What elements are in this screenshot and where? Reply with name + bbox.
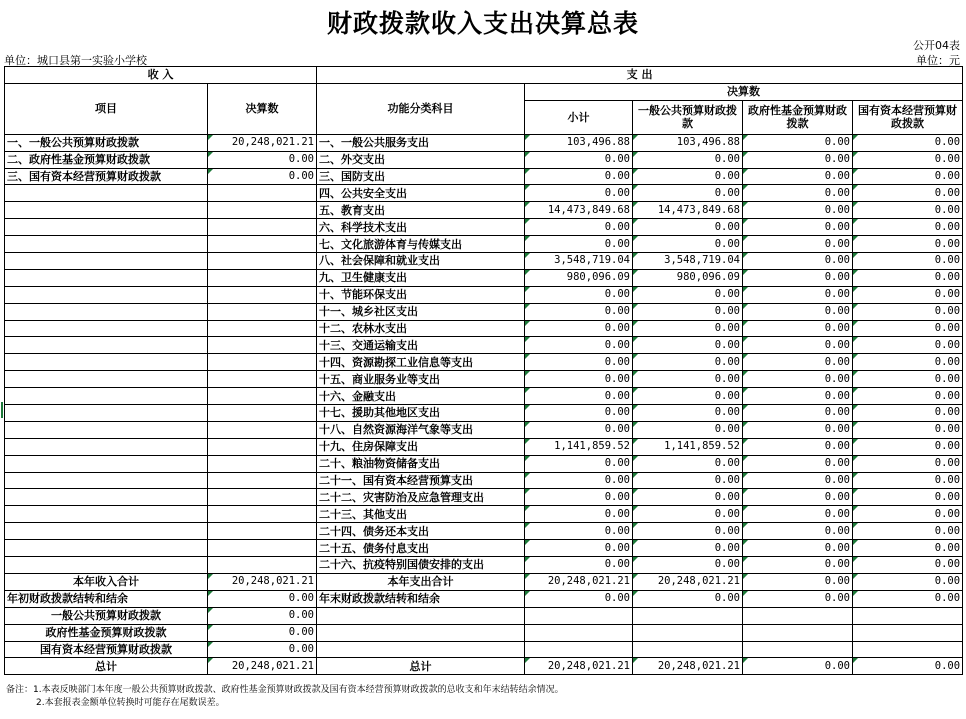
expense-capital[interactable]: 0.00 <box>853 489 963 506</box>
income-item[interactable] <box>5 489 208 506</box>
table-row <box>5 405 963 422</box>
table-row <box>5 354 963 371</box>
expense-general[interactable]: 0.00 <box>633 185 743 202</box>
table-row <box>5 134 963 151</box>
expense-item[interactable]: 十九、住房保障支出 <box>317 438 525 455</box>
table-row <box>5 540 963 557</box>
empty-cell[interactable] <box>853 624 963 641</box>
income-value[interactable] <box>208 236 317 253</box>
income-item[interactable] <box>5 421 208 438</box>
expense-item[interactable]: 十八、自然资源海洋气象等支出 <box>317 421 525 438</box>
expense-subtotal[interactable]: 0.00 <box>525 506 633 523</box>
table-row <box>5 489 963 506</box>
begin-sub-capital-label: 国有资本经营预算财政拨款 <box>5 641 208 658</box>
income-item[interactable]: 一、一般公共预算财政拨款 <box>5 134 208 151</box>
expense-fund[interactable]: 0.00 <box>743 523 853 540</box>
expense-item[interactable]: 九、卫生健康支出 <box>317 269 525 286</box>
expense-general[interactable]: 0.00 <box>633 421 743 438</box>
expense-fund[interactable]: 0.00 <box>743 303 853 320</box>
expense-general[interactable]: 0.00 <box>633 455 743 472</box>
empty-cell[interactable] <box>525 607 633 624</box>
income-item[interactable] <box>5 540 208 557</box>
grand-total-capital[interactable]: 0.00 <box>853 658 963 675</box>
table-row <box>5 236 963 253</box>
income-item[interactable] <box>5 320 208 337</box>
table-row <box>5 557 963 574</box>
expense-capital[interactable]: 0.00 <box>853 388 963 405</box>
expense-fund[interactable]: 0.00 <box>743 388 853 405</box>
expense-item[interactable]: 二十、粮油物资储备支出 <box>317 455 525 472</box>
expense-fund[interactable]: 0.00 <box>743 320 853 337</box>
table-row <box>5 151 963 168</box>
expense-general[interactable]: 14,473,849.68 <box>633 202 743 219</box>
expense-fund[interactable]: 0.00 <box>743 269 853 286</box>
expense-total-general[interactable]: 20,248,021.21 <box>633 573 743 590</box>
begin-sub-fund-label: 政府性基金预算财政拨款 <box>5 624 208 641</box>
expense-fund[interactable]: 0.00 <box>743 286 853 303</box>
end-balance-subtotal[interactable]: 0.00 <box>525 590 633 607</box>
income-item[interactable] <box>5 506 208 523</box>
begin-sub-general-value[interactable]: 0.00 <box>208 607 317 624</box>
expense-capital[interactable]: 0.00 <box>853 151 963 168</box>
expense-fund[interactable]: 0.00 <box>743 557 853 574</box>
income-item[interactable]: 三、国有资本经营预算财政拨款 <box>5 168 208 185</box>
expense-header: 支 出 <box>317 67 963 84</box>
table-row <box>5 253 963 270</box>
expense-subtotal[interactable]: 0.00 <box>525 303 633 320</box>
expense-subtotal[interactable]: 0.00 <box>525 489 633 506</box>
expense-general[interactable]: 3,548,719.04 <box>633 253 743 270</box>
function-subject-header: 功能分类科目 <box>317 83 525 134</box>
expense-item[interactable]: 三、国防支出 <box>317 168 525 185</box>
expense-fund[interactable]: 0.00 <box>743 134 853 151</box>
expense-fund[interactable]: 0.00 <box>743 455 853 472</box>
expense-item[interactable]: 二十四、债务还本支出 <box>317 523 525 540</box>
expense-general[interactable]: 0.00 <box>633 540 743 557</box>
table-code: 公开04表 <box>913 39 960 52</box>
expense-subtotal[interactable]: 0.00 <box>525 557 633 574</box>
expense-subtotal[interactable]: 0.00 <box>525 168 633 185</box>
expense-fund[interactable]: 0.00 <box>743 540 853 557</box>
expense-subtotal[interactable]: 0.00 <box>525 286 633 303</box>
expense-subtotal[interactable]: 103,496.88 <box>525 134 633 151</box>
table-row <box>5 202 963 219</box>
expense-capital[interactable]: 0.00 <box>853 371 963 388</box>
expense-fund[interactable]: 0.00 <box>743 405 853 422</box>
expense-general[interactable]: 0.00 <box>633 303 743 320</box>
expense-fund[interactable]: 0.00 <box>743 202 853 219</box>
expense-capital[interactable]: 0.00 <box>853 438 963 455</box>
expense-fund[interactable]: 0.00 <box>743 421 853 438</box>
expense-fund[interactable]: 0.00 <box>743 253 853 270</box>
income-value[interactable] <box>208 455 317 472</box>
income-value[interactable] <box>208 557 317 574</box>
expense-capital[interactable]: 0.00 <box>853 540 963 557</box>
expense-total-capital[interactable]: 0.00 <box>853 573 963 590</box>
expense-item[interactable]: 二、外交支出 <box>317 151 525 168</box>
expense-capital[interactable]: 0.00 <box>853 202 963 219</box>
expense-subtotal[interactable]: 1,141,859.52 <box>525 438 633 455</box>
income-value[interactable] <box>208 523 317 540</box>
income-value[interactable] <box>208 354 317 371</box>
expense-subtotal[interactable]: 0.00 <box>525 236 633 253</box>
empty-cell[interactable] <box>633 624 743 641</box>
table-row <box>5 286 963 303</box>
expense-item[interactable]: 一、一般公共服务支出 <box>317 134 525 151</box>
table-row <box>5 388 963 405</box>
begin-balance-value[interactable]: 0.00 <box>208 590 317 607</box>
income-item[interactable] <box>5 303 208 320</box>
note-line-1: 备注：1.本表反映部门本年度一般公共预算财政拨款、政府性基金预算财政拨款及国有资本经营预算财政拨款的总收支和年末结转结余情况。 <box>6 685 564 695</box>
expense-subtotal[interactable]: 0.00 <box>525 354 633 371</box>
note-line-2: 2.本套报表金额单位转换时可能存在尾数误差。 <box>36 698 225 708</box>
income-value[interactable] <box>208 219 317 236</box>
expense-subtotal[interactable]: 14,473,849.68 <box>525 202 633 219</box>
empty-cell[interactable] <box>525 624 633 641</box>
expense-general[interactable]: 1,141,859.52 <box>633 438 743 455</box>
expense-general[interactable]: 0.00 <box>633 472 743 489</box>
income-item[interactable] <box>5 269 208 286</box>
income-item[interactable] <box>5 337 208 354</box>
expense-subtotal[interactable]: 0.00 <box>525 320 633 337</box>
expense-general[interactable]: 0.00 <box>633 286 743 303</box>
table-row <box>5 269 963 286</box>
expense-general[interactable]: 0.00 <box>633 506 743 523</box>
empty-cell[interactable] <box>743 641 853 658</box>
expense-general[interactable]: 0.00 <box>633 523 743 540</box>
table-row <box>5 219 963 236</box>
expense-subtotal[interactable]: 0.00 <box>525 523 633 540</box>
table-row <box>5 438 963 455</box>
expense-capital[interactable]: 0.00 <box>853 405 963 422</box>
final-amount-header-2: 决算数 <box>525 83 963 100</box>
expense-capital[interactable]: 0.00 <box>853 455 963 472</box>
expense-fund[interactable]: 0.00 <box>743 151 853 168</box>
expense-general[interactable]: 0.00 <box>633 219 743 236</box>
expense-subtotal[interactable]: 0.00 <box>525 540 633 557</box>
expense-subtotal[interactable]: 0.00 <box>525 371 633 388</box>
expense-general[interactable]: 0.00 <box>633 354 743 371</box>
expense-subtotal[interactable]: 980,096.09 <box>525 269 633 286</box>
expense-fund[interactable]: 0.00 <box>743 236 853 253</box>
expense-item[interactable]: 十六、金融支出 <box>317 388 525 405</box>
expense-capital[interactable]: 0.00 <box>853 286 963 303</box>
expense-subtotal[interactable]: 0.00 <box>525 185 633 202</box>
expense-fund[interactable]: 0.00 <box>743 489 853 506</box>
income-item[interactable] <box>5 253 208 270</box>
begin-sub-capital-value[interactable]: 0.00 <box>208 641 317 658</box>
expense-fund[interactable]: 0.00 <box>743 506 853 523</box>
income-value[interactable] <box>208 253 317 270</box>
income-value[interactable] <box>208 421 317 438</box>
grand-total-subtotal[interactable]: 20,248,021.21 <box>525 658 633 675</box>
expense-item[interactable]: 二十二、灾害防治及应急管理支出 <box>317 489 525 506</box>
end-balance-general[interactable]: 0.00 <box>633 590 743 607</box>
income-header: 收 入 <box>5 67 317 84</box>
expense-subtotal[interactable]: 0.00 <box>525 337 633 354</box>
begin-balance-label: 年初财政拨款结转和结余 <box>5 590 208 607</box>
expense-subtotal[interactable]: 0.00 <box>525 421 633 438</box>
notes <box>6 684 564 710</box>
table-row <box>5 168 963 185</box>
income-value[interactable] <box>208 489 317 506</box>
grand-total-general[interactable]: 20,248,021.21 <box>633 658 743 675</box>
expense-capital[interactable]: 0.00 <box>853 219 963 236</box>
expense-item[interactable]: 十、节能环保支出 <box>317 286 525 303</box>
expense-capital[interactable]: 0.00 <box>853 523 963 540</box>
empty-cell[interactable] <box>317 641 525 658</box>
currency-unit: 单位：元 <box>916 54 960 67</box>
expense-fund[interactable]: 0.00 <box>743 371 853 388</box>
expense-capital[interactable]: 0.00 <box>853 303 963 320</box>
expense-subtotal[interactable]: 0.00 <box>525 405 633 422</box>
grand-total-label: 总计 <box>5 658 208 675</box>
expense-general[interactable]: 0.00 <box>633 557 743 574</box>
end-balance-fund[interactable]: 0.00 <box>743 590 853 607</box>
expense-general[interactable]: 0.00 <box>633 489 743 506</box>
expense-subtotal[interactable]: 0.00 <box>525 388 633 405</box>
final-amount-header: 决算数 <box>208 83 317 134</box>
expense-general[interactable]: 0.00 <box>633 388 743 405</box>
expense-item[interactable]: 十二、农林水支出 <box>317 320 525 337</box>
empty-cell[interactable] <box>853 607 963 624</box>
expense-fund[interactable]: 0.00 <box>743 472 853 489</box>
table-row <box>5 506 963 523</box>
expense-capital[interactable]: 0.00 <box>853 185 963 202</box>
empty-cell[interactable] <box>317 607 525 624</box>
table-row <box>5 472 963 489</box>
income-value[interactable] <box>208 303 317 320</box>
income-value[interactable] <box>208 202 317 219</box>
expense-item[interactable]: 四、公共安全支出 <box>317 185 525 202</box>
income-item[interactable] <box>5 557 208 574</box>
expense-capital[interactable]: 0.00 <box>853 253 963 270</box>
expense-capital[interactable]: 0.00 <box>853 421 963 438</box>
income-item[interactable] <box>5 371 208 388</box>
general-budget-header: 一般公共预算财政拨款 <box>633 100 743 134</box>
expense-item[interactable]: 十七、援助其他地区支出 <box>317 405 525 422</box>
grand-total-label-2: 总计 <box>317 658 525 675</box>
expense-item[interactable]: 七、文化旅游体育与传媒支出 <box>317 236 525 253</box>
empty-cell[interactable] <box>743 624 853 641</box>
expense-item[interactable]: 二十六、抗疫特别国债安排的支出 <box>317 557 525 574</box>
income-value[interactable] <box>208 371 317 388</box>
income-item[interactable]: 二、政府性基金预算财政拨款 <box>5 151 208 168</box>
expense-item[interactable]: 八、社会保障和就业支出 <box>317 253 525 270</box>
expense-item[interactable]: 十五、商业服务业等支出 <box>317 371 525 388</box>
empty-cell[interactable] <box>633 607 743 624</box>
state-capital-header: 国有资本经营预算财政拨款 <box>853 100 963 134</box>
subtotal-header: 小计 <box>525 100 633 134</box>
income-value[interactable] <box>208 337 317 354</box>
income-value[interactable] <box>208 472 317 489</box>
income-value[interactable] <box>208 438 317 455</box>
income-item[interactable] <box>5 405 208 422</box>
income-item[interactable] <box>5 438 208 455</box>
expense-fund[interactable]: 0.00 <box>743 185 853 202</box>
income-item[interactable] <box>5 523 208 540</box>
expense-subtotal[interactable]: 0.00 <box>525 219 633 236</box>
fund-budget-header: 政府性基金预算财政拨款 <box>743 100 853 134</box>
expense-item[interactable]: 十一、城乡社区支出 <box>317 303 525 320</box>
empty-cell[interactable] <box>853 641 963 658</box>
table-row <box>5 455 963 472</box>
income-value[interactable] <box>208 388 317 405</box>
income-value[interactable] <box>208 506 317 523</box>
expense-fund[interactable]: 0.00 <box>743 354 853 371</box>
income-item[interactable] <box>5 388 208 405</box>
expense-general[interactable]: 0.00 <box>633 168 743 185</box>
income-value[interactable] <box>208 320 317 337</box>
empty-cell[interactable] <box>317 624 525 641</box>
income-item[interactable] <box>5 286 208 303</box>
begin-sub-general-label: 一般公共预算财政拨款 <box>5 607 208 624</box>
expense-total-subtotal[interactable]: 20,248,021.21 <box>525 573 633 590</box>
expense-capital[interactable]: 0.00 <box>853 557 963 574</box>
expense-total-fund[interactable]: 0.00 <box>743 573 853 590</box>
expense-capital[interactable]: 0.00 <box>853 236 963 253</box>
grand-total-income[interactable]: 20,248,021.21 <box>208 658 317 675</box>
expense-subtotal[interactable]: 0.00 <box>525 472 633 489</box>
expense-subtotal[interactable]: 0.00 <box>525 455 633 472</box>
income-item[interactable] <box>5 219 208 236</box>
expense-fund[interactable]: 0.00 <box>743 168 853 185</box>
income-value[interactable]: 20,248,021.21 <box>208 134 317 151</box>
expense-item[interactable]: 二十一、国有资本经营预算支出 <box>317 472 525 489</box>
expense-general[interactable]: 0.00 <box>633 405 743 422</box>
income-value[interactable]: 0.00 <box>208 151 317 168</box>
expense-general[interactable]: 0.00 <box>633 236 743 253</box>
expense-capital[interactable]: 0.00 <box>853 320 963 337</box>
expense-fund[interactable]: 0.00 <box>743 438 853 455</box>
income-value[interactable] <box>208 540 317 557</box>
expense-item[interactable]: 十三、交通运输支出 <box>317 337 525 354</box>
table-row <box>5 185 963 202</box>
income-item[interactable] <box>5 472 208 489</box>
grand-total-fund[interactable]: 0.00 <box>743 658 853 675</box>
item-header: 项目 <box>5 83 208 134</box>
expense-capital[interactable]: 0.00 <box>853 168 963 185</box>
income-item[interactable] <box>5 202 208 219</box>
unit-name: 单位：城口县第一实验小学校 <box>4 54 147 67</box>
expense-item[interactable]: 二十三、其他支出 <box>317 506 525 523</box>
empty-cell[interactable] <box>525 641 633 658</box>
table-row <box>5 337 963 354</box>
report-title: 财政拨款收入支出决算总表 <box>326 9 639 38</box>
income-value[interactable] <box>208 269 317 286</box>
end-balance-label: 年末财政拨款结转和结余 <box>317 590 525 607</box>
expense-general[interactable]: 980,096.09 <box>633 269 743 286</box>
income-item[interactable] <box>5 455 208 472</box>
table-row <box>5 523 963 540</box>
income-value[interactable] <box>208 405 317 422</box>
income-item[interactable] <box>5 236 208 253</box>
expense-capital[interactable]: 0.00 <box>853 337 963 354</box>
expense-item[interactable]: 十四、资源勘探工业信息等支出 <box>317 354 525 371</box>
budget-summary-table <box>4 66 963 675</box>
income-total-label: 本年收入合计 <box>5 573 208 590</box>
table-row <box>5 320 963 337</box>
expense-total-label: 本年支出合计 <box>317 573 525 590</box>
empty-cell[interactable] <box>633 641 743 658</box>
expense-general[interactable]: 0.00 <box>633 371 743 388</box>
expense-capital[interactable]: 0.00 <box>853 354 963 371</box>
expense-capital[interactable]: 0.00 <box>853 472 963 489</box>
expense-subtotal[interactable]: 0.00 <box>525 151 633 168</box>
expense-general[interactable]: 0.00 <box>633 320 743 337</box>
empty-cell[interactable] <box>743 607 853 624</box>
expense-capital[interactable]: 0.00 <box>853 134 963 151</box>
income-value[interactable] <box>208 286 317 303</box>
expense-item[interactable]: 五、教育支出 <box>317 202 525 219</box>
income-value[interactable]: 0.00 <box>208 168 317 185</box>
income-item[interactable] <box>5 354 208 371</box>
income-item[interactable] <box>5 185 208 202</box>
table-row <box>5 421 963 438</box>
expense-subtotal[interactable]: 3,548,719.04 <box>525 253 633 270</box>
expense-general[interactable]: 0.00 <box>633 337 743 354</box>
table-row <box>5 303 963 320</box>
income-value[interactable] <box>208 185 317 202</box>
expense-general[interactable]: 0.00 <box>633 151 743 168</box>
expense-fund[interactable]: 0.00 <box>743 219 853 236</box>
expense-capital[interactable]: 0.00 <box>853 506 963 523</box>
expense-capital[interactable]: 0.00 <box>853 269 963 286</box>
income-total-value[interactable]: 20,248,021.21 <box>208 573 317 590</box>
expense-item[interactable]: 六、科学技术支出 <box>317 219 525 236</box>
table-row <box>5 371 963 388</box>
end-balance-capital[interactable]: 0.00 <box>853 590 963 607</box>
expense-general[interactable]: 103,496.88 <box>633 134 743 151</box>
expense-item[interactable]: 二十五、债务付息支出 <box>317 540 525 557</box>
begin-sub-fund-value[interactable]: 0.00 <box>208 624 317 641</box>
expense-fund[interactable]: 0.00 <box>743 337 853 354</box>
